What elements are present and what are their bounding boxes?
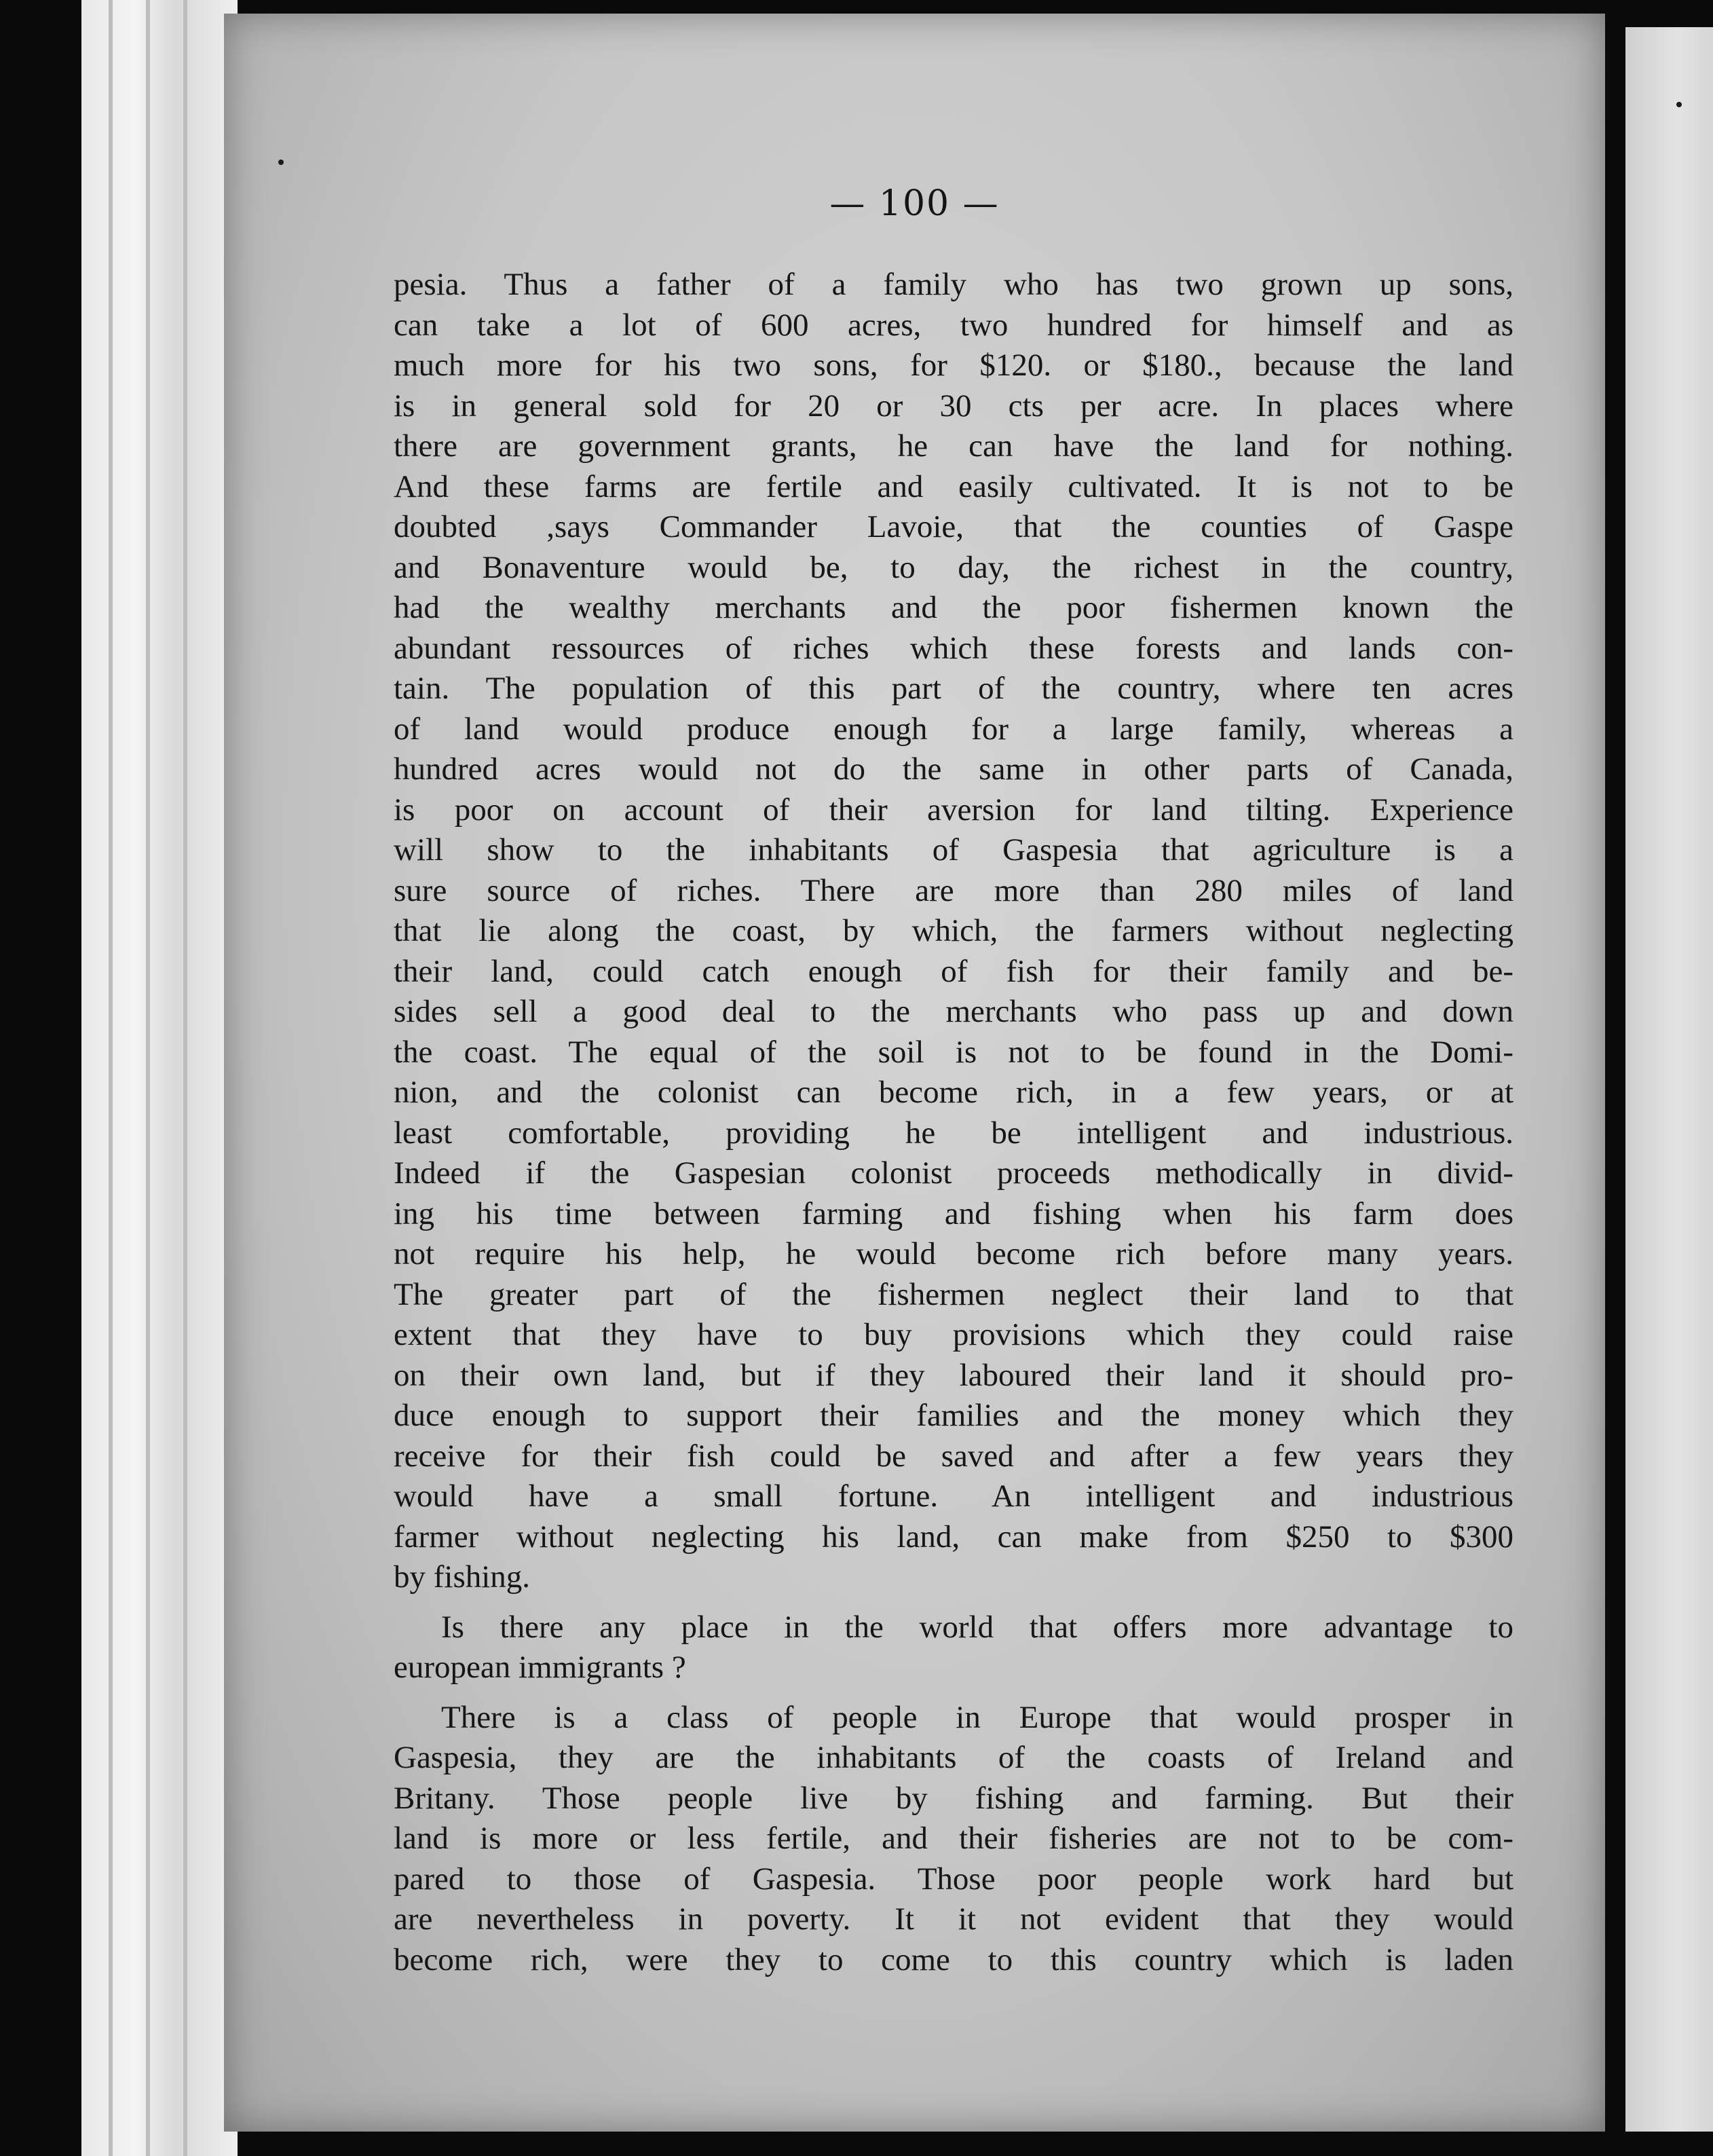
text-line: and Bonaventure would be, to day, the richest in the country, xyxy=(394,549,1513,585)
text-line: the coast. The equal of the soil is not to be found in the Domi- xyxy=(394,1034,1513,1070)
page-edge-line xyxy=(109,0,113,2156)
text-line: are nevertheless in poverty. It it not evident that they would xyxy=(394,1901,1513,1937)
text-line: Indeed if the Gaspesian colonist proceeds methodically in divid- xyxy=(394,1155,1513,1191)
text-line: abundant ressources of riches which these forests and lands con- xyxy=(394,630,1513,666)
text-line: receive for their fish could be saved and after a few years they xyxy=(394,1438,1513,1474)
page-number: — 100 — xyxy=(829,183,1000,224)
paragraph-gap xyxy=(394,1688,1513,1698)
scan-speck xyxy=(1676,102,1682,107)
text-line: extent that they have to buy provisions which they could raise xyxy=(394,1317,1513,1352)
text-line: Gaspesia, they are the inhabitants of the coasts of Ireland and xyxy=(394,1740,1513,1775)
text-line: Britany. Those people live by fishing and farming. But their xyxy=(394,1780,1513,1816)
text-line: duce enough to support their families and the money which they xyxy=(394,1398,1513,1433)
text-line: pared to those of Gaspesia. Those poor people work hard but xyxy=(394,1861,1513,1897)
text-line: nion, and the colonist can become rich, in a few years, or at xyxy=(394,1075,1513,1110)
text-line: can take a lot of 600 acres, two hundred for himself and as xyxy=(394,307,1513,343)
paragraph-gap xyxy=(394,1598,1513,1607)
stacked-page-edges xyxy=(81,0,238,2156)
text-line: is poor on account of their aversion for land tilting. Experience xyxy=(394,792,1513,828)
text-line: had the wealthy merchants and the poor fishermen known the xyxy=(394,590,1513,625)
text-line: There is a class of people in Europe that would prosper in xyxy=(441,1699,1513,1735)
text-line: european immigrants ? xyxy=(394,1650,686,1685)
scan-speck xyxy=(278,160,284,165)
text-line: sides sell a good deal to the merchants who pass up and down xyxy=(394,994,1513,1029)
text-line: sure source of riches. There are more than 280 miles of land xyxy=(394,872,1513,908)
text-line: by fishing. xyxy=(394,1559,531,1595)
text-line: there are government grants, he can have the land for nothing. xyxy=(394,428,1513,464)
text-line: Is there any place in the world that offers more advantage to xyxy=(441,1609,1513,1645)
text-line: tain. The population of this part of the country, where ten acres xyxy=(394,671,1513,706)
text-line: doubted ,says Commander Lavoie, that the counties of Gaspe xyxy=(394,509,1513,544)
text-line: hundred acres would not do the same in other parts of Canada, xyxy=(394,751,1513,787)
text-line: of land would produce enough for a large family, whereas a xyxy=(394,711,1513,747)
text-line: land is more or less fertile, and their fisheries are not to be com- xyxy=(394,1821,1513,1856)
text-line: The greater part of the fishermen neglect their land to that xyxy=(394,1276,1513,1312)
page-edge-line xyxy=(146,0,150,2156)
text-line: would have a small fortune. An intelligent and industrious xyxy=(394,1479,1513,1514)
text-line: And these farms are fertile and easily cultivated. It is not to be xyxy=(394,468,1513,504)
text-line: much more for his two sons, for $120. or $180., because the land xyxy=(394,348,1513,383)
scanned-page xyxy=(224,14,1605,2132)
text-line: not require his help, he would become rich before many years. xyxy=(394,1236,1513,1271)
text-line: will show to the inhabitants of Gaspesia that agriculture is a xyxy=(394,832,1513,868)
text-line: their land, could catch enough of fish for their family and be- xyxy=(394,953,1513,989)
adjacent-page-edge xyxy=(1625,27,1713,2132)
text-line: farmer without neglecting his land, can make from $250 to $300 xyxy=(394,1519,1513,1555)
page-edge-line xyxy=(183,0,187,2156)
text-line: become rich, were they to come to this country which is laden xyxy=(394,1941,1513,1977)
text-line: on their own land, but if they laboured their land it should pro- xyxy=(394,1357,1513,1393)
text-line: least comfortable, providing he be intelligent and industrious. xyxy=(394,1115,1513,1151)
text-line: that lie along the coast, by which, the farmers without neglecting xyxy=(394,913,1513,948)
text-line: is in general sold for 20 or 30 cts per acre. In places where xyxy=(394,388,1513,424)
text-line: ing his time between farming and fishing when his farm does xyxy=(394,1195,1513,1231)
body-text xyxy=(394,265,1513,1980)
text-line: pesia. Thus a father of a family who has two grown up sons, xyxy=(394,267,1513,302)
